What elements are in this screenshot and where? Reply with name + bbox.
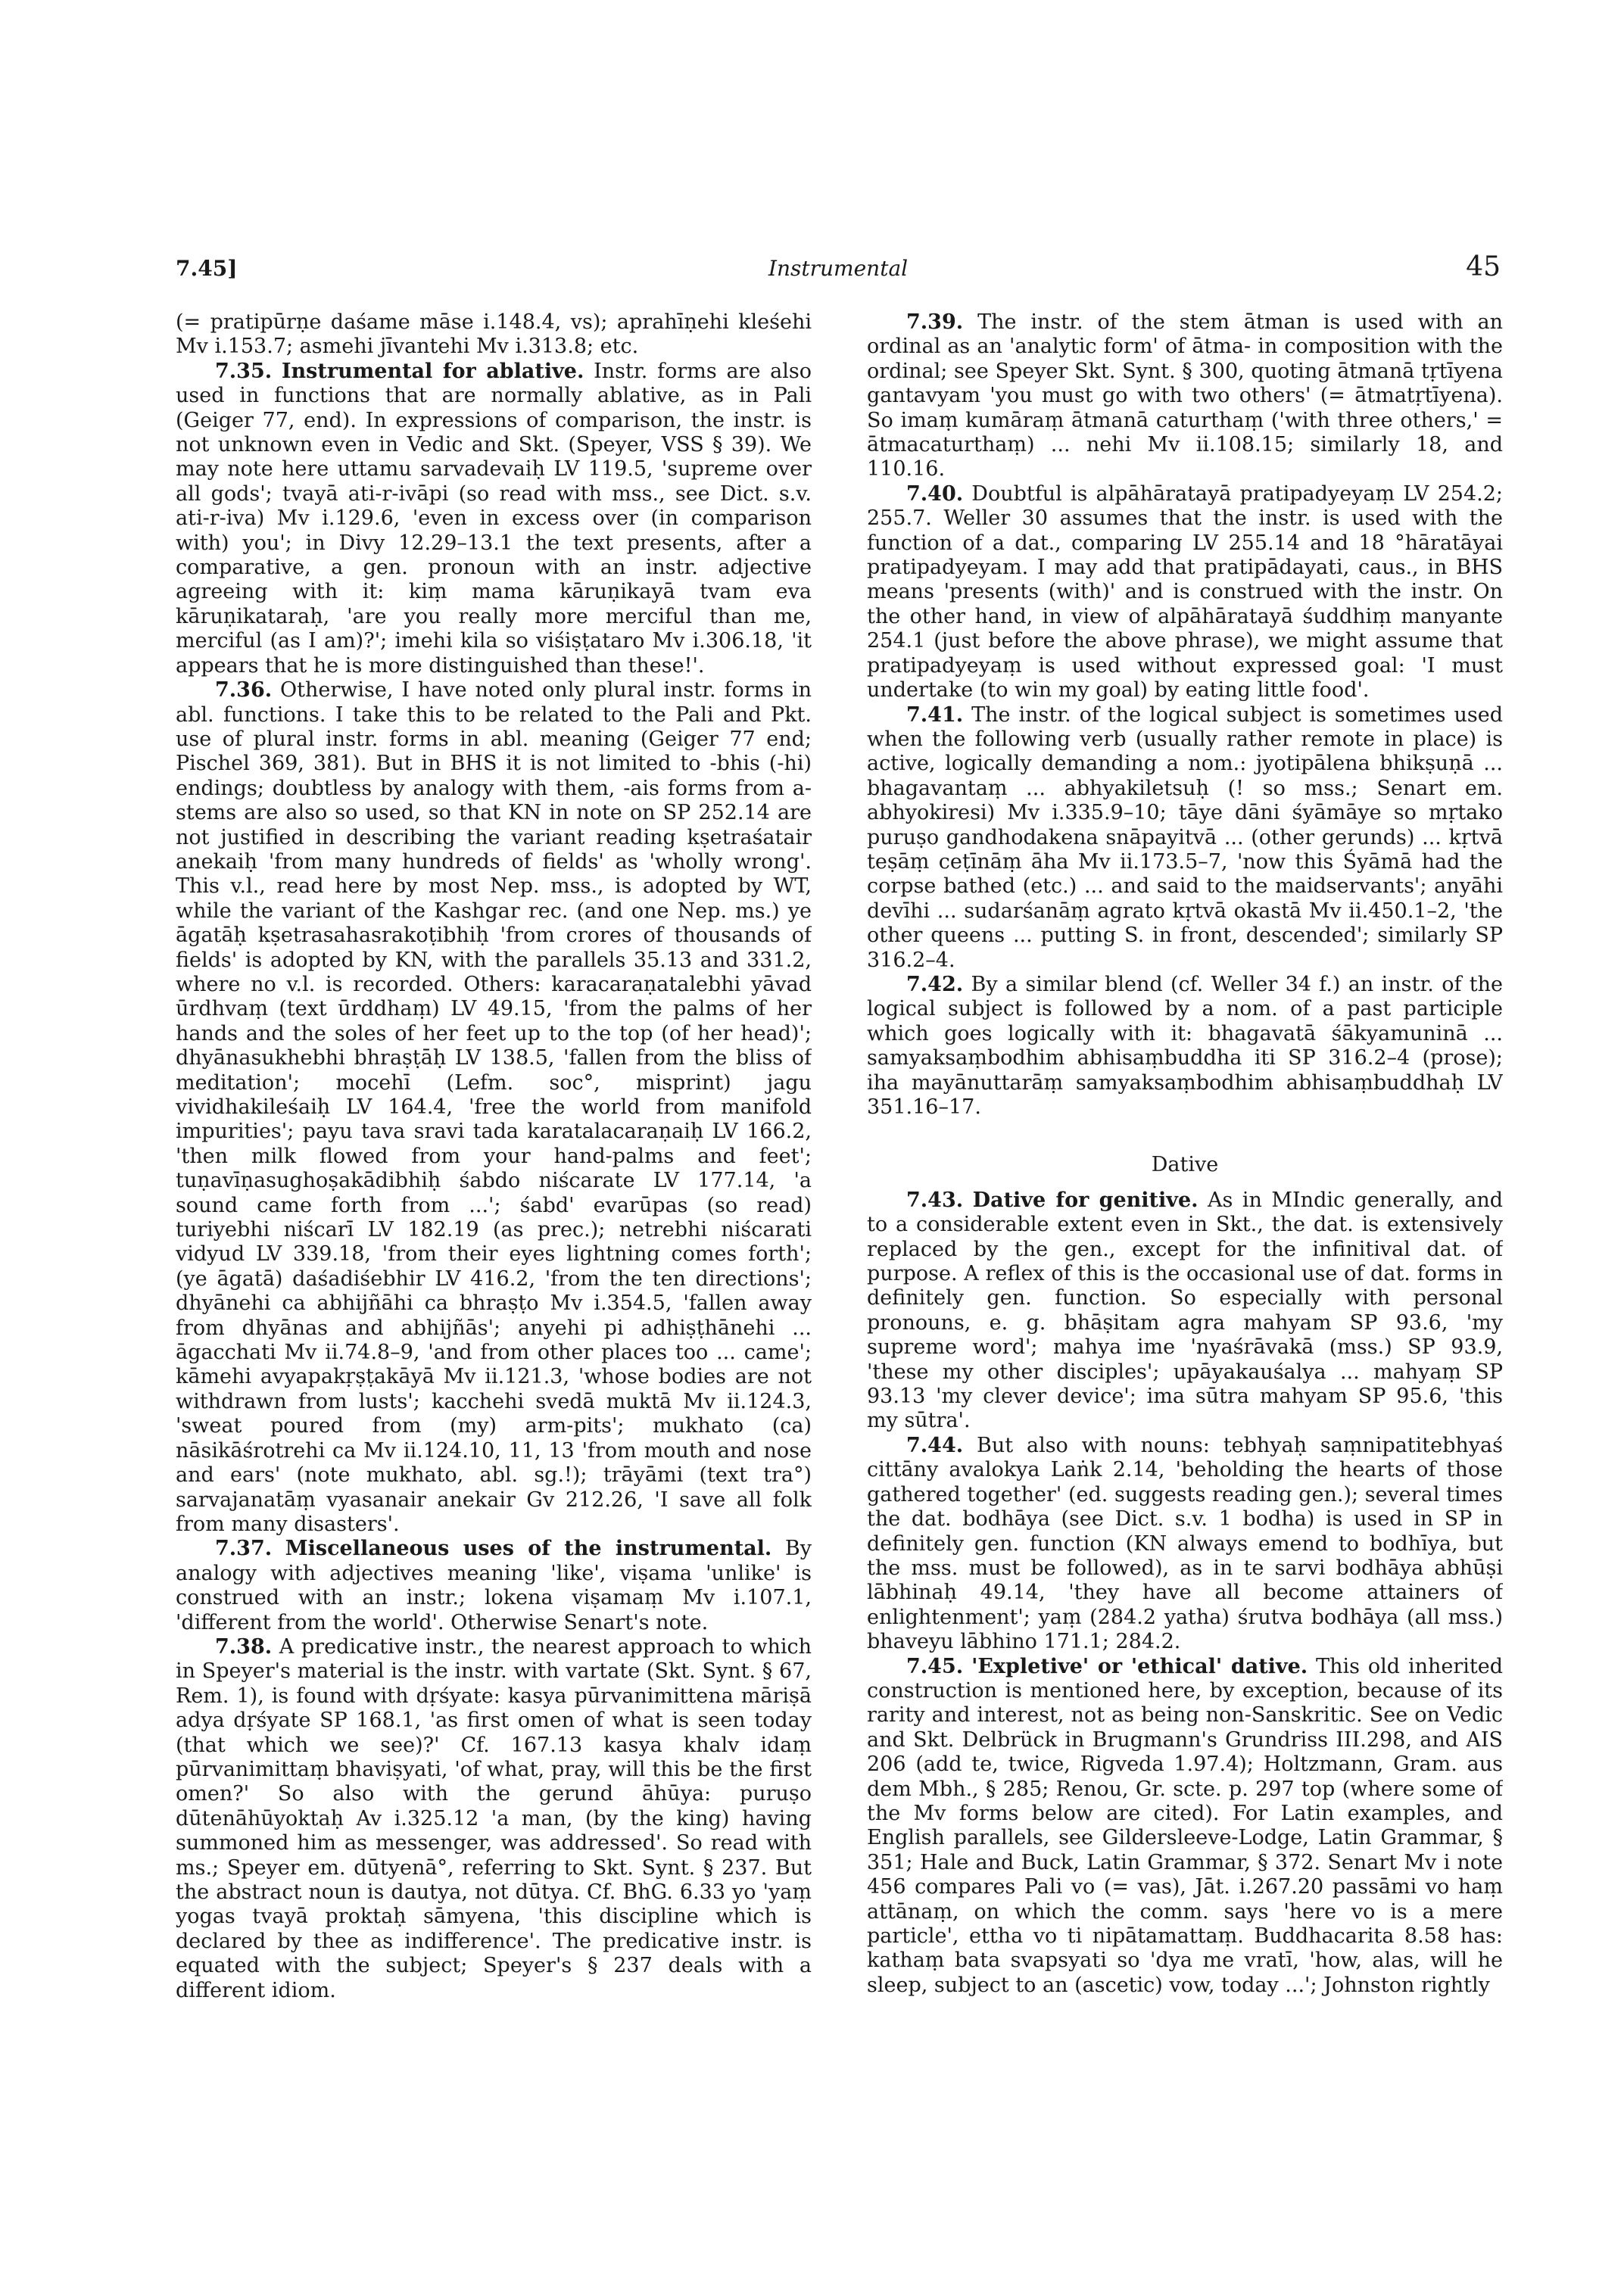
- paragraph: [867, 1655, 1503, 1999]
- section-number: 7.45]: [176, 256, 238, 281]
- paragraph-number: 7.41.: [906, 703, 964, 727]
- paragraph-text: As in MIndic generally, and to a considerable extent even in Skt., the dat. is extensively replaced by the gen., except for the infinitival dat. of purpose. A reflex of this is the occasional use of dat. forms in definitely gen. function. So especially with personal pronouns, e. g. bhāṣitam agra mahyam SP 93.6, 'my supreme word'; mahya ime 'nyaśrāvakā (mss.) SP 93.9, 'these my other disciples'; upāyakauśalya ... mahyaṃ SP 93.13 'my clever device'; ima sūtra mahyam SP 95.6, 'this my sūtra'.: [867, 1188, 1503, 1433]
- paragraph-text: (= pratipūrṇe daśame māse i.148.4, vs); aprahīṇehi kleśehi Mv i.153.7; asmehi jīvantehi Mv i.313.8; etc.: [176, 310, 812, 359]
- section-heading: Dative: [1151, 1153, 1219, 1177]
- paragraph-text: The instr. of the logical subject is sometimes used when the following verb (usually rather remote in place) is active, logically demanding a nom.: jyotipālena bhikṣuṇā ... bhagavantaṃ ... abhyakiletsuḥ (! so mss.; Senart em. abhyokiresi) Mv i.335.9–10; tāye dāni śyāmāye so mṛtako puruṣo gandhodakena snāpayitvā ... (other gerunds) ... kṛtvā teṣāṃ ceṭīnāṃ āha Mv ii.173.5–7, 'now this Śyāmā had the corpse bathed (etc.) ... and said to the maidservants'; anyāhi devīhi ... sudarśanāṃ agrato kṛtvā okastā Mv ii.450.1–2, 'the other queens ... putting S. in front, descended'; similarly SP 316.2–4.: [867, 703, 1503, 972]
- paragraph: [867, 703, 1503, 973]
- paragraph: [176, 360, 812, 678]
- paragraph-number: 7.36.: [215, 678, 273, 703]
- paragraph-number: 7.39.: [906, 310, 964, 334]
- paragraph-title: Miscellaneous uses of the instrumental.: [285, 1537, 772, 1561]
- paragraph-number: 7.43.: [906, 1188, 964, 1212]
- left-column: [176, 310, 812, 2180]
- paragraph: [176, 1537, 812, 1635]
- page-number: 45: [1466, 251, 1501, 282]
- paragraph-number: 7.40.: [906, 481, 964, 506]
- paragraph-number: 7.44.: [906, 1433, 964, 1457]
- paragraph-title: Instrumental for ablative.: [281, 359, 584, 383]
- paragraph: [867, 310, 1503, 482]
- paragraph-text: This old inherited construction is mentioned here, by exception, because of its rarity and interest, not as being non-Sanskritic. See on Vedic and Skt. Delbrück in Brugmann's Grundriss III.298, and AIS 206 (add te, twice, Rigveda 1.97.4); Holtzmann, Gram. aus dem Mbh., § 285; Renou, Gr. scte. p. 297 top (where some of the Mv forms below are cited). For Latin examples, and English parallels, see Gildersleeve-Lodge, Latin Grammar, § 351; Hale and Buck, Latin Grammar, § 372. Senart Mv i note 456 compares Pali vo (= vas), Jāt. i.267.20 passāmi vo haṃ attānaṃ, on which the comm. says 'here vo is a mere particle', ettha vo ti nipātamattaṃ. Buddhacarita 8.58 has: kathaṃ bata svapsyati so 'dya me vratī, 'how, alas, will he sleep, subject to an (ascetic) vow, today ...'; Johnston rightly: [867, 1654, 1503, 1997]
- paragraph-number: 7.42.: [906, 972, 964, 996]
- paragraph-number: 7.38.: [215, 1634, 273, 1659]
- running-title: Instrumental: [768, 256, 909, 281]
- paragraph-text: Instr. forms are also used in functions that are normally ablative, as in Pali (Geiger 77, end). In expressions of comparison, the instr. is not unknown even in Vedic and Skt. (Speyer, VSS § 39). We may note here uttamu sarvadevaiḥ LV 119.5, 'supreme over all gods'; tvayā ati-r-ivāpi (so read with mss., see Dict. s.v. ati-r-iva) Mv i.129.6, 'even in excess over (in comparison with) you'; in Divy 12.29–13.1 the text presents, after a comparative, a gen. pronoun with an instr. adjective agreeing with it: kiṃ mama kāruṇikayā tvam eva kāruṇikataraḥ, 'are you really more merciful than me, merciful (as I am)?'; imehi kila so viśiṣṭataro Mv i.306.18, 'it appears that he is more distinguished than these!'.: [176, 359, 812, 678]
- paragraph: [867, 482, 1503, 703]
- paragraph: [867, 973, 1503, 1120]
- paragraph-text: A predicative instr., the nearest approach to which in Speyer's material is the instr. with vartate (Skt. Synt. § 67, Rem. 1), is found with dṛśyate: kasya pūrvanimittena māriṣā adya dṛśyate SP 168.1, 'as first omen of what is seen today (that which we see)?' Cf. 167.13 kasya khalv idaṃ pūrvanimittaṃ bhaviṣyati, 'of what, pray, will this be the first omen?' So also with the gerund āhūya: puruṣo dūtenāhūyoktaḥ Av i.325.12 'a man, (by the king) having summoned him as messenger, was addressed'. So read with ms.; Speyer em. dūtyenā°, referring to Skt. Synt. § 237. But the abstract noun is dautya, not dūtya. Cf. BhG. 6.33 yo 'yaṃ yogas tvayā proktaḥ sāmyena, 'this discipline which is declared by thee as indifference'. The predicative instr. is equated with the subject; Speyer's § 237 deals with a different idiom.: [176, 1634, 812, 2002]
- paragraph: [867, 1434, 1503, 1655]
- paragraph-text: But also with nouns: tebhyaḥ saṃnipatitebhyaś cittāny avalokya Laṅk 2.14, 'beholding the hearts of those gathered together' (ed. suggests reading gen.); several times the dat. bodhāya (see Dict. s.v. 1 bodha) is used in SP in definitely gen. function (KN always emend to bodhīya, but the mss. must be followed), as in te sarvi bodhāya abhūṣi lābhinaḥ 49.14, 'they have all become attainers of enlightenment'; yaṃ (284.2 yatha) śrutva bodhāya (all mss.) bhaveyu lābhino 171.1; 284.2.: [867, 1433, 1503, 1654]
- paragraph: [176, 1635, 812, 2003]
- paragraph-text: The instr. of the stem ātman is used with an ordinal as an 'analytic form' of ātma- in composition with the ordinal; see Speyer Skt. Synt. § 300, quoting ātmanā tṛtīyena gantavyam 'you must go with two others' (= ātmatṛtīyena). So imaṃ kumāraṃ ātmanā caturthaṃ ('with three others,' = ātmacaturthaṃ) ... nehi Mv ii.108.15; similarly 18, and 110.16.: [867, 310, 1503, 481]
- right-column: [867, 310, 1503, 2180]
- paragraph: [176, 310, 812, 360]
- paragraph-text: By analogy with adjectives meaning 'like', viṣama 'unlike' is construed with an instr.; lokena viṣamaṃ Mv i.107.1, 'different from the world'. Otherwise Senart's note.: [176, 1537, 812, 1634]
- paragraph: [867, 1189, 1503, 1434]
- paragraph-text: Doubtful is alpāhāratayā pratipadyeyaṃ LV 254.2; 255.7. Weller 30 assumes that the instr. is used with the function of a dat., comparing LV 255.14 and 18 °hāratāyai pratipadyeyam. I may add that pratipādayati, caus., in BHS means 'presents (with)' and is construed with the instr. On the other hand, in view of alpāhāratayā śuddhiṃ manyante 254.1 (just before the above phrase), we might assume that pratipadyeyaṃ is used without expressed goal: 'I must undertake (to win my goal) by eating little food'.: [867, 481, 1503, 703]
- paragraph-title: Dative for genitive.: [972, 1188, 1199, 1212]
- paragraph: [176, 678, 812, 1537]
- paragraph-text: By a similar blend (cf. Weller 34 f.) an instr. of the logical subject is followed by a nom. of a past participle which goes logically with it: bhagavatā śākyamuninā ... samyaksaṃbodhim abhisaṃbuddha iti SP 316.2–4 (prose); iha mayānuttarāṃ samyaksaṃbodhim abhisaṃbuddhaḥ LV 351.16–17.: [867, 972, 1503, 1119]
- paragraph-number: 7.37.: [215, 1537, 273, 1561]
- paragraph-number: 7.45.: [906, 1654, 964, 1678]
- paragraph-text: Otherwise, I have noted only plural instr. forms in abl. functions. I take this to be related to the Pali and Pkt. use of plural instr. forms in abl. meaning (Geiger 77 end; Pischel 369, 381). But in BHS it is not limited to -bhis (-hi) endings; doubtless by analogy with them, -ais forms from a-stems are also so used, so that KN in note on SP 252.14 are not justified in describing the variant reading kṣetraśatair anekaiḥ 'from many hundreds of fields' as 'wholly wrong'. This v.l., read here by most Nep. mss., is adopted by WT, while the variant of the Kashgar rec. (and one Nep. ms.) ye āgatāḥ kṣetrasahasrakoṭibhiḥ 'from crores of thousands of fields' is adopted by KN, with the parallels 35.13 and 331.2, where no v.l. is recorded. Others: karacaraṇatalebhi yāvad ūrdhvaṃ (text ūrddhaṃ) LV 49.15, 'from the palms of her hands and the soles of her feet up to the top (of her head)'; dhyānasukhebhi bhraṣṭāḥ LV 138.5, 'fallen from the bliss of meditation'; mocehī (Lefm. soc°, misprint) jagu vividhakileśaiḥ LV 164.4, 'free the world from manifold impurities'; payu tava sravi tada karatalacaraṇaiḥ LV 166.2, 'then milk flowed from your hand-palms and feet'; tuṇavīṇasughoṣakādibhiḥ śabdo niścarate LV 177.14, 'a sound came forth from ...'; śabd' evarūpas (so read) turiyebhi niścarī LV 182.19 (as prec.); netrebhi niścarati vidyud LV 339.18, 'from their eyes lightning comes forth'; (ye āgatā) daśadiśebhir LV 416.2, 'from the ten directions'; dhyānehi ca abhijñāhi ca bhraṣṭo Mv i.354.5, 'fallen away from dhyānas and abhijñās'; anyehi pi adhiṣṭhānehi ... āgacchati Mv ii.74.8–9, 'and from other places too ... came'; kāmehi avyapakṛṣṭakāyā Mv ii.121.3, 'whose bodies are not withdrawn from lusts'; kacchehi svedā muktā Mv ii.124.3, 'sweat poured from (my) arm-pits'; mukhato (ca) nāsikāśrotrehi ca Mv ii.124.10, 11, 13 'from mouth and nose and ears' (note mukhato, abl. sg.!); trāyāmi (text tra°) sarvajanatāṃ vyasanair anekair Gv 212.26, 'I save all folk from many disasters'.: [176, 678, 812, 1536]
- paragraph-title: 'Expletive' or 'ethical' dative.: [971, 1654, 1308, 1678]
- page-header: [176, 251, 1501, 294]
- paragraph-number: 7.35.: [215, 359, 273, 383]
